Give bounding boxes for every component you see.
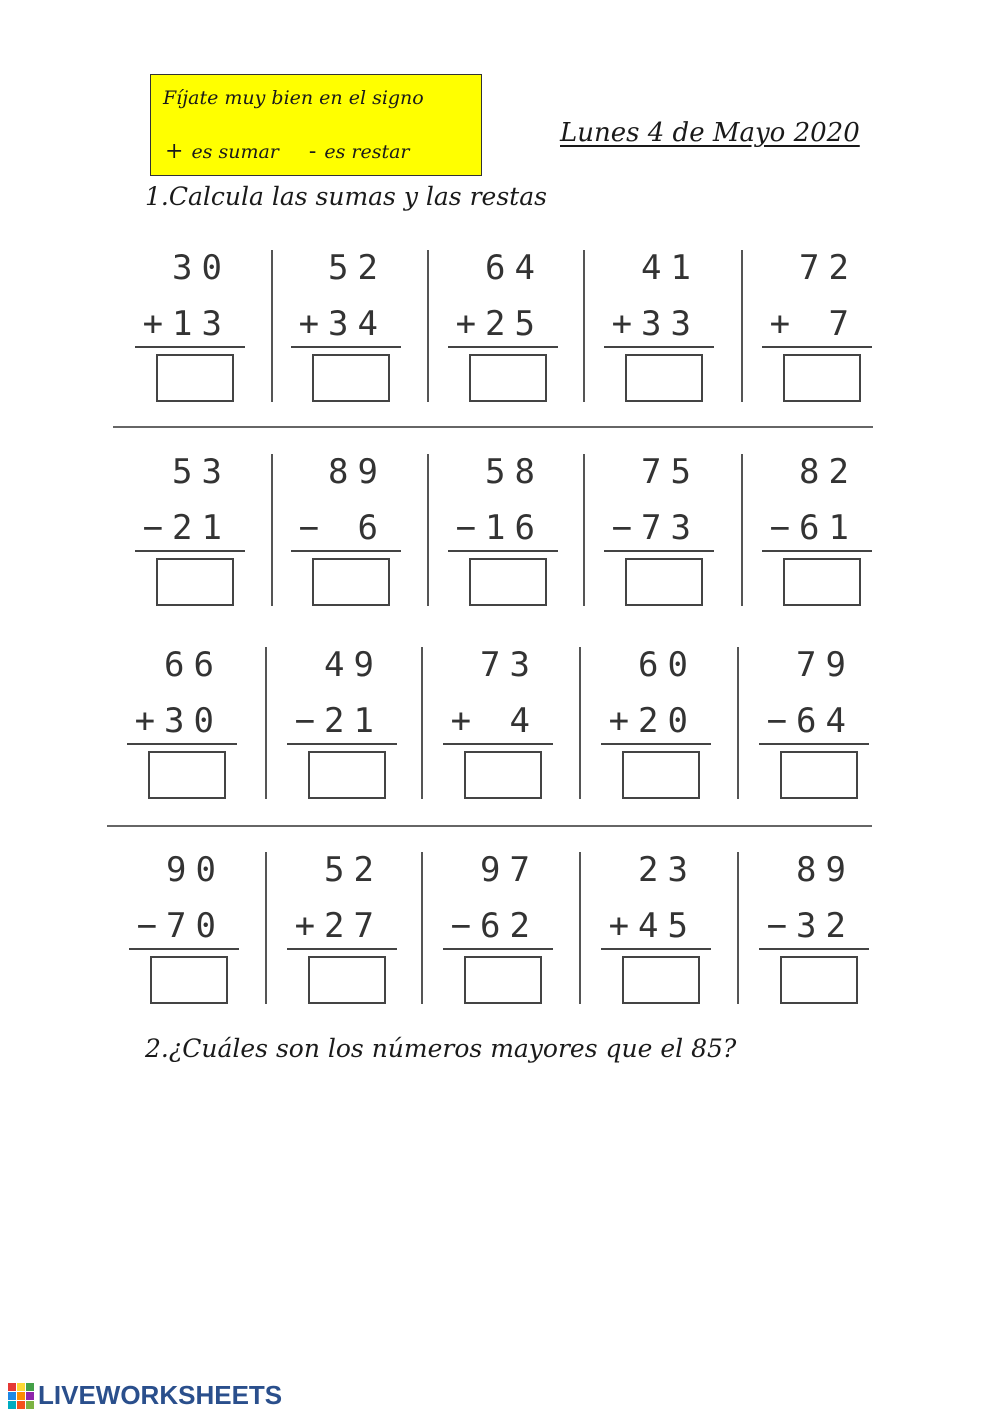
answer-box[interactable] [622, 751, 700, 799]
problem [601, 645, 711, 795]
sum-line [601, 743, 711, 745]
sum-line [135, 550, 245, 552]
logo-square [17, 1401, 25, 1409]
minuend: 79 [796, 645, 855, 685]
answer-box[interactable] [312, 558, 390, 606]
operand-with-sign: +30 [134, 701, 223, 741]
logo-square [26, 1401, 34, 1409]
problem [129, 850, 239, 1000]
brand-name: LIVEWORKSHEETS [38, 1380, 283, 1410]
operand-with-sign: −21 [294, 701, 383, 741]
section-1-title: 1.Calcula las sumas y las restas [145, 182, 547, 211]
problem [759, 850, 869, 1000]
logo-square [17, 1383, 25, 1391]
answer-box[interactable] [783, 354, 861, 402]
operand-with-sign: + 7 [769, 304, 858, 344]
problem [448, 452, 558, 602]
logo-icon [8, 1383, 34, 1409]
column-divider [583, 250, 585, 402]
minuend: 52 [324, 850, 383, 890]
liveworksheets-logo [8, 1380, 282, 1411]
operand-with-sign: +45 [608, 906, 697, 946]
minuend: 30 [172, 248, 231, 288]
sum-line [604, 550, 714, 552]
problem [287, 645, 397, 795]
minuend: 66 [164, 645, 223, 685]
answer-box[interactable] [625, 354, 703, 402]
sum-line [135, 346, 245, 348]
minuend: 82 [799, 452, 858, 492]
sum-line [759, 743, 869, 745]
section-2-title: 2.¿Cuáles son los números mayores que el 85? [145, 1034, 737, 1063]
row-divider [113, 426, 873, 428]
sum-line [291, 346, 401, 348]
operand-with-sign: −73 [611, 508, 700, 548]
problem [135, 248, 245, 398]
operand-with-sign: +34 [298, 304, 387, 344]
sum-line [443, 743, 553, 745]
operand-with-sign: −62 [450, 906, 539, 946]
operand-with-sign: +33 [611, 304, 700, 344]
operand-with-sign: −16 [455, 508, 544, 548]
sum-line [601, 948, 711, 950]
answer-box[interactable] [464, 751, 542, 799]
plus-sign: + [165, 139, 184, 164]
sum-line [287, 948, 397, 950]
sum-line [762, 550, 872, 552]
answer-box[interactable] [150, 956, 228, 1004]
answer-box[interactable] [308, 956, 386, 1004]
answer-box[interactable] [464, 956, 542, 1004]
minuend: 41 [641, 248, 700, 288]
row-divider [107, 825, 872, 827]
minus-meaning: es restar [324, 141, 410, 163]
sum-line [129, 948, 239, 950]
sum-line [604, 346, 714, 348]
answer-box[interactable] [469, 354, 547, 402]
answer-box[interactable] [148, 751, 226, 799]
column-divider [271, 250, 273, 402]
operand-with-sign: −64 [766, 701, 855, 741]
minuend: 49 [324, 645, 383, 685]
date-label: Lunes 4 de Mayo 2020 [560, 118, 860, 148]
logo-square [8, 1383, 16, 1391]
problem [762, 248, 872, 398]
sum-line [291, 550, 401, 552]
minuend: 75 [641, 452, 700, 492]
hint-signs [165, 139, 410, 164]
problem [759, 645, 869, 795]
minuend: 89 [796, 850, 855, 890]
column-divider [737, 647, 739, 799]
column-divider [421, 852, 423, 1004]
column-divider [427, 250, 429, 402]
problem [135, 452, 245, 602]
logo-square [8, 1401, 16, 1409]
operand-with-sign: +20 [608, 701, 697, 741]
minuend: 97 [480, 850, 539, 890]
column-divider [579, 647, 581, 799]
answer-box[interactable] [625, 558, 703, 606]
sum-line [759, 948, 869, 950]
problem [291, 248, 401, 398]
answer-box[interactable] [622, 956, 700, 1004]
column-divider [265, 852, 267, 1004]
column-divider [741, 250, 743, 402]
operand-with-sign: −61 [769, 508, 858, 548]
minuend: 23 [638, 850, 697, 890]
sum-line [443, 948, 553, 950]
sum-line [448, 550, 558, 552]
problem [291, 452, 401, 602]
minuend: 60 [638, 645, 697, 685]
minuend: 89 [328, 452, 387, 492]
problem [604, 248, 714, 398]
operand-with-sign: − 6 [298, 508, 387, 548]
problem [127, 645, 237, 795]
hint-box [150, 74, 482, 176]
logo-square [8, 1392, 16, 1400]
sum-line [287, 743, 397, 745]
problem [287, 850, 397, 1000]
answer-box[interactable] [156, 558, 234, 606]
answer-box[interactable] [156, 354, 234, 402]
minuend: 53 [172, 452, 231, 492]
minuend: 72 [799, 248, 858, 288]
answer-box[interactable] [308, 751, 386, 799]
problem [443, 645, 553, 795]
logo-square [26, 1392, 34, 1400]
column-divider [737, 852, 739, 1004]
minuend: 90 [166, 850, 225, 890]
answer-box[interactable] [469, 558, 547, 606]
column-divider [583, 454, 585, 606]
operand-with-sign: −21 [142, 508, 231, 548]
problem [448, 248, 558, 398]
logo-square [26, 1383, 34, 1391]
minuend: 64 [485, 248, 544, 288]
problem [601, 850, 711, 1000]
logo-square [17, 1392, 25, 1400]
column-divider [741, 454, 743, 606]
column-divider [271, 454, 273, 606]
sum-line [127, 743, 237, 745]
problem [604, 452, 714, 602]
answer-box[interactable] [780, 751, 858, 799]
column-divider [427, 454, 429, 606]
sum-line [448, 346, 558, 348]
problem [762, 452, 872, 602]
operand-with-sign: −70 [136, 906, 225, 946]
operand-with-sign: + 4 [450, 701, 539, 741]
problem [443, 850, 553, 1000]
minuend: 58 [485, 452, 544, 492]
column-divider [579, 852, 581, 1004]
operand-with-sign: +27 [294, 906, 383, 946]
operand-with-sign: +13 [142, 304, 231, 344]
minuend: 73 [480, 645, 539, 685]
column-divider [421, 647, 423, 799]
hint-text: Fíjate muy bien en el signo [163, 87, 424, 109]
answer-box[interactable] [783, 558, 861, 606]
operand-with-sign: −32 [766, 906, 855, 946]
minuend: 52 [328, 248, 387, 288]
sum-line [762, 346, 872, 348]
column-divider [265, 647, 267, 799]
plus-meaning: es sumar [191, 141, 279, 163]
operand-with-sign: +25 [455, 304, 544, 344]
minus-sign: - [308, 139, 317, 164]
answer-box[interactable] [312, 354, 390, 402]
answer-box[interactable] [780, 956, 858, 1004]
